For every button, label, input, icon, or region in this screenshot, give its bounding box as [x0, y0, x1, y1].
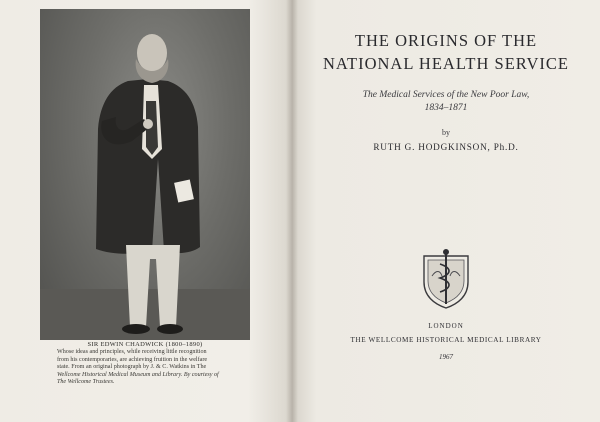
book-subtitle-line1: The Medical Services of the New Poor Law,	[362, 90, 530, 100]
portrait-photograph	[40, 9, 250, 340]
book-title-line1: THE ORIGINS OF THE	[354, 31, 538, 50]
portrait-figure	[40, 9, 250, 340]
right-shoe	[157, 324, 183, 334]
hand	[143, 119, 153, 129]
caption-line: state. From an original photograph by J. & C. Watkins in The	[57, 364, 207, 371]
portrait-caption-text	[57, 349, 235, 387]
author-name: RUTH G. HODGKINSON, Ph.D.	[373, 142, 519, 152]
caption-line: Wellcome Historical Medical Museum and Library. By courtesy of	[57, 371, 219, 378]
head	[137, 34, 167, 72]
by-line: by	[442, 128, 450, 137]
left-shoe	[122, 324, 150, 334]
book-subtitle-line2: 1834–1871	[424, 103, 468, 113]
portrait-caption-title: SIR EDWIN CHADWICK (1800–1890)	[87, 341, 203, 348]
publisher-name: THE WELLCOME HISTORICAL MEDICAL LIBRARY	[350, 336, 542, 344]
caption-line: The Wellcome Trustees.	[57, 379, 115, 386]
caption-line: from his contemporaries, are achieving fruition in the welfare	[57, 356, 208, 363]
book-title-line2: NATIONAL HEALTH SERVICE	[323, 54, 569, 73]
publisher-emblem-icon	[418, 246, 474, 310]
caption-line: Whose ideas and principles, while receiving little recognition	[57, 349, 207, 355]
publication-year: 1967	[439, 353, 453, 361]
publisher-city: LONDON	[428, 322, 464, 330]
